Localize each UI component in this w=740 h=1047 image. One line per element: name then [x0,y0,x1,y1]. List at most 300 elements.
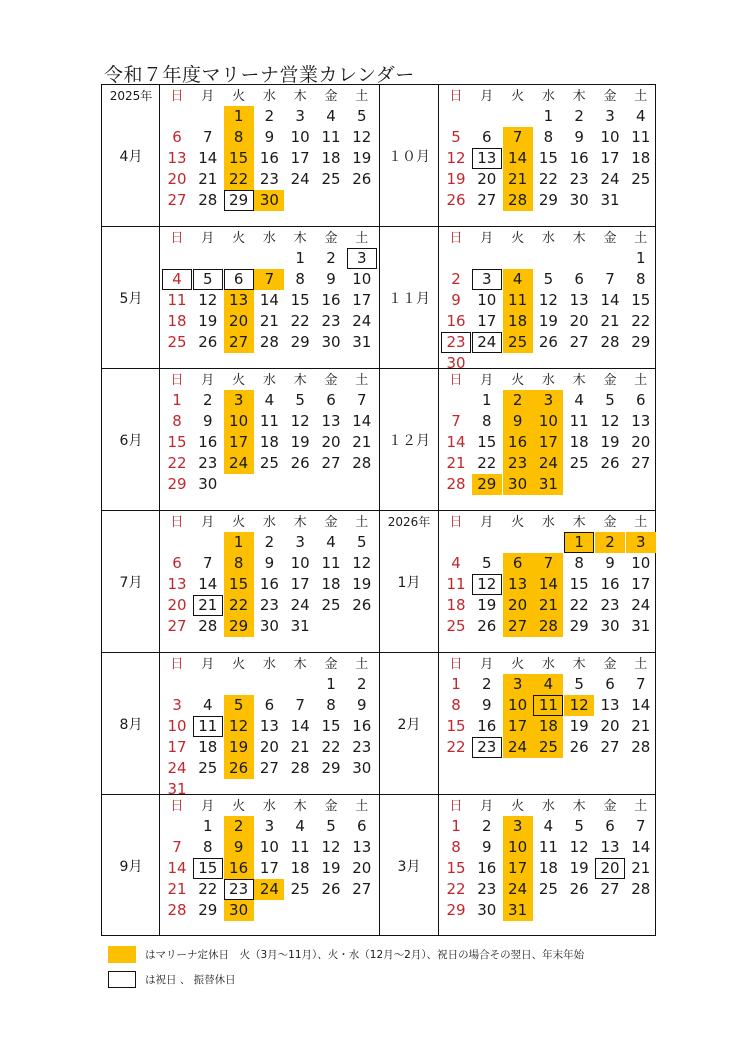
day-cell: 31 [290,617,310,635]
day-cell: 23 [352,738,372,756]
day-cell: 7 [605,270,615,288]
day-cell: 17 [600,149,620,167]
day-cell: 9 [482,696,492,714]
weekday-header: 土 [355,657,369,672]
day-cell: 8 [172,412,182,430]
day-cell: 20 [503,595,533,616]
day-cell: 14 [631,838,651,856]
day-cell: 26 [569,880,589,898]
day-cell: 3 [172,696,182,714]
day-cell: 19 [477,596,497,614]
day-cell: 1 [203,817,213,835]
day-cell: 18 [167,312,187,330]
day-cell: 27 [631,454,651,472]
day-cell: 25 [538,880,558,898]
day-cell: 6 [264,696,275,714]
day-cell: 22 [167,454,187,472]
weekday-header: 金 [324,515,338,530]
day-cell: 6 [482,128,492,146]
day-cell: 31 [600,191,620,209]
day-cell: 20 [631,433,651,451]
weekday-header: 木 [293,231,307,246]
day-cell: 12 [321,838,341,856]
day-cell: 6 [224,269,254,290]
day-cell: 15 [224,148,254,169]
day-cell: 27 [503,616,533,637]
weekday-header: 日 [449,373,463,388]
day-cell: 2 [595,532,625,553]
day-cell: 17 [290,149,310,167]
day-cell: 27 [167,191,187,209]
day-cell: 21 [290,738,310,756]
day-cell: 10 [503,695,533,716]
day-cell: 10 [533,411,563,432]
day-cell: 21 [503,169,533,190]
weekday-header: 金 [324,373,338,388]
day-cell: 20 [600,717,620,735]
day-cell: 16 [477,859,497,877]
day-cell: 5 [295,391,305,409]
day-cell: 29 [538,191,558,209]
day-cell: 8 [451,838,461,856]
day-cell: 25 [321,170,341,188]
weekday-header: 水 [262,231,276,246]
legend-holiday-text: は祝日 、 振替休日 [145,974,236,986]
weekday-header: 木 [572,89,586,104]
month-label: 5月 [119,291,143,307]
day-cell: 12 [472,574,502,595]
day-cell: 15 [167,433,187,451]
day-cell: 13 [259,717,279,735]
weekday-header: 火 [511,373,525,388]
day-cell: 9 [482,838,492,856]
day-cell: 3 [347,248,377,269]
day-cell: 14 [600,291,620,309]
day-cell: 19 [569,859,589,877]
day-cell: 8 [574,554,584,572]
day-cell: 21 [198,170,218,188]
day-cell: 13 [321,412,341,430]
day-cell: 27 [600,738,620,756]
day-cell: 10 [224,411,254,432]
day-cell: 12 [564,695,594,716]
day-cell: 21 [352,433,372,451]
day-cell: 12 [290,412,310,430]
closed-swatch [108,946,136,963]
day-cell: 14 [446,433,466,451]
day-cell: 20 [595,858,625,879]
weekday-header: 土 [355,515,369,530]
day-cell: 24 [352,312,372,330]
day-cell: 30 [259,617,279,635]
day-cell: 27 [352,880,372,898]
day-cell: 30 [321,333,341,351]
weekday-header: 月 [201,799,215,814]
day-cell: 20 [321,433,341,451]
day-cell: 16 [503,432,533,453]
weekday-header: 火 [232,373,246,388]
weekday-header: 月 [480,89,494,104]
day-cell: 7 [295,696,305,714]
day-cell: 23 [198,454,218,472]
day-cell: 21 [193,595,223,616]
day-cell: 28 [446,475,466,493]
day-cell: 29 [224,190,254,211]
day-cell: 11 [446,575,466,593]
day-cell: 29 [224,616,254,637]
day-cell: 10 [477,291,497,309]
day-cell: 25 [321,596,341,614]
day-cell: 7 [254,269,284,290]
day-cell: 28 [600,333,620,351]
day-cell: 9 [451,291,461,309]
day-cell: 6 [172,554,182,572]
day-cell: 2 [503,390,533,411]
day-cell: 5 [574,675,584,693]
day-cell: 26 [352,170,372,188]
day-cell: 6 [574,270,584,288]
day-cell: 13 [352,838,372,856]
month-label: 9月 [119,859,143,875]
weekday-header: 火 [232,231,246,246]
day-cell: 10 [631,554,651,572]
day-cell: 31 [352,333,372,351]
weekday-header: 金 [324,799,338,814]
day-cell: 22 [321,738,341,756]
day-cell: 1 [564,532,594,553]
day-cell: 15 [446,859,466,877]
day-cell: 14 [198,575,218,593]
day-cell: 24 [533,453,563,474]
day-cell: 25 [198,759,218,777]
day-cell: 5 [357,107,367,125]
month-label: １１月 [388,291,430,307]
day-cell: 30 [224,900,254,921]
day-cell: 24 [254,879,284,900]
weekday-header: 火 [511,89,525,104]
day-cell: 11 [290,838,310,856]
day-cell: 7 [533,553,563,574]
weekday-header: 木 [572,515,586,530]
day-cell: 12 [538,291,558,309]
day-cell: 3 [503,816,533,837]
day-cell: 3 [472,269,502,290]
day-cell: 23 [569,170,589,188]
day-cell: 22 [224,169,254,190]
weekday-header: 木 [572,231,586,246]
day-cell: 11 [321,554,341,572]
weekday-header: 水 [541,373,555,388]
day-cell: 4 [533,674,563,695]
day-cell: 4 [636,107,646,125]
day-cell: 31 [167,780,187,798]
day-cell: 29 [198,901,218,919]
day-cell: 11 [503,290,533,311]
divider-line [102,226,655,227]
day-cell: 17 [290,575,310,593]
day-cell: 20 [569,312,589,330]
day-cell: 26 [290,454,310,472]
day-cell: 16 [446,312,466,330]
weekday-header: 日 [449,89,463,104]
day-cell: 29 [290,333,310,351]
day-cell: 29 [472,474,502,495]
day-cell: 2 [264,107,275,125]
day-cell: 28 [290,759,310,777]
weekday-header: 火 [232,515,246,530]
weekday-header: 金 [603,89,617,104]
day-cell: 30 [254,190,284,211]
day-cell: 15 [321,717,341,735]
day-cell: 2 [357,675,367,693]
day-cell: 7 [357,391,367,409]
day-cell: 10 [600,128,620,146]
day-cell: 8 [203,838,213,856]
day-cell: 5 [574,817,584,835]
weekday-header: 日 [170,515,184,530]
day-cell: 12 [600,412,620,430]
weekday-header: 木 [293,373,307,388]
weekday-header: 月 [201,373,215,388]
day-cell: 22 [224,595,254,616]
weekday-header: 土 [634,89,648,104]
day-cell: 23 [477,880,497,898]
day-cell: 1 [543,107,554,125]
day-cell: 4 [326,533,336,551]
day-cell: 23 [600,596,620,614]
day-cell: 29 [321,759,341,777]
weekday-header: 金 [603,657,617,672]
day-cell: 10 [503,837,533,858]
day-cell: 4 [203,696,213,714]
day-cell: 4 [295,817,305,835]
day-cell: 10 [352,270,372,288]
day-cell: 4 [326,107,336,125]
day-cell: 13 [569,291,589,309]
day-cell: 16 [198,433,218,451]
day-cell: 26 [321,880,341,898]
day-cell: 27 [321,454,341,472]
day-cell: 9 [203,412,213,430]
day-cell: 21 [167,880,187,898]
day-cell: 1 [451,817,461,835]
weekday-header: 金 [603,799,617,814]
day-cell: 16 [259,149,279,167]
day-cell: 14 [503,148,533,169]
day-cell: 19 [600,433,620,451]
month-label: 8月 [119,717,143,733]
day-cell: 17 [533,432,563,453]
day-cell: 17 [631,575,651,593]
weekday-header: 月 [480,231,494,246]
day-cell: 7 [636,817,646,835]
weekday-header: 日 [170,89,184,104]
weekday-header: 金 [324,89,338,104]
day-cell: 11 [538,838,558,856]
weekday-header: 日 [449,657,463,672]
day-cell: 24 [290,596,310,614]
weekday-header: 水 [262,373,276,388]
day-cell: 25 [167,333,187,351]
day-cell: 11 [533,695,563,716]
day-cell: 26 [352,596,372,614]
day-cell: 8 [636,270,646,288]
day-cell: 13 [600,696,620,714]
day-cell: 28 [259,333,279,351]
day-cell: 29 [446,901,466,919]
day-cell: 21 [600,312,620,330]
day-cell: 17 [224,432,254,453]
day-cell: 16 [569,149,589,167]
weekday-header: 火 [511,799,525,814]
day-cell: 7 [451,412,461,430]
day-cell: 26 [224,758,254,779]
weekday-header: 木 [293,657,307,672]
day-cell: 26 [600,454,620,472]
day-cell: 15 [290,291,310,309]
day-cell: 21 [259,312,279,330]
day-cell: 14 [198,149,218,167]
day-cell: 28 [198,191,218,209]
weekday-header: 金 [603,231,617,246]
weekday-header: 月 [201,657,215,672]
weekday-header: 水 [541,799,555,814]
day-cell: 29 [631,333,651,351]
day-cell: 21 [631,717,651,735]
day-cell: 28 [533,616,563,637]
day-cell: 25 [503,332,533,353]
day-cell: 9 [574,128,584,146]
day-cell: 26 [538,333,558,351]
day-cell: 11 [193,716,223,737]
day-cell: 20 [167,596,187,614]
day-cell: 27 [477,191,497,209]
day-cell: 16 [477,717,497,735]
day-cell: 5 [193,269,223,290]
day-cell: 30 [503,474,533,495]
day-cell: 3 [224,390,254,411]
day-cell: 8 [451,696,461,714]
day-cell: 9 [605,554,615,572]
day-cell: 16 [600,575,620,593]
day-cell: 17 [352,291,372,309]
weekday-header: 火 [511,231,525,246]
day-cell: 27 [600,880,620,898]
day-cell: 20 [352,859,372,877]
day-cell: 28 [167,901,187,919]
day-cell: 6 [636,391,646,409]
day-cell: 4 [451,554,461,572]
divider-line [102,510,655,511]
day-cell: 28 [352,454,372,472]
day-cell: 5 [543,270,554,288]
weekday-header: 月 [480,657,494,672]
day-cell: 23 [472,737,502,758]
day-cell: 15 [193,858,223,879]
weekday-header: 土 [634,657,648,672]
weekday-header: 日 [170,231,184,246]
day-cell: 18 [533,716,563,737]
day-cell: 6 [357,817,367,835]
weekday-header: 土 [355,373,369,388]
day-cell: 14 [533,574,563,595]
day-cell: 12 [198,291,218,309]
day-cell: 1 [636,249,646,267]
day-cell: 30 [477,901,497,919]
day-cell: 7 [503,127,533,148]
day-cell: 15 [477,433,497,451]
weekday-header: 木 [572,799,586,814]
weekday-header: 月 [201,515,215,530]
day-cell: 9 [357,696,367,714]
day-cell: 4 [264,391,275,409]
day-cell: 23 [441,332,471,353]
day-cell: 9 [326,270,336,288]
day-cell: 4 [543,817,554,835]
day-cell: 22 [446,880,466,898]
day-cell: 10 [259,838,279,856]
day-cell: 18 [321,575,341,593]
day-cell: 29 [167,475,187,493]
calendar-table [101,84,656,936]
day-cell: 1 [172,391,182,409]
day-cell: 25 [569,454,589,472]
weekday-header: 月 [201,89,215,104]
day-cell: 12 [569,838,589,856]
day-cell: 2 [264,533,275,551]
day-cell: 23 [224,879,254,900]
day-cell: 18 [446,596,466,614]
day-cell: 13 [631,412,651,430]
day-cell: 20 [477,170,497,188]
weekday-header: 木 [572,657,586,672]
weekday-header: 火 [511,515,525,530]
day-cell: 18 [631,149,651,167]
day-cell: 25 [259,454,279,472]
day-cell: 2 [203,391,213,409]
day-cell: 19 [290,433,310,451]
day-cell: 24 [631,596,651,614]
day-cell: 13 [224,290,254,311]
day-cell: 1 [482,391,492,409]
weekday-header: 水 [541,515,555,530]
weekday-header: 木 [293,799,307,814]
day-cell: 17 [503,858,533,879]
day-cell: 3 [295,533,305,551]
day-cell: 3 [503,674,533,695]
day-cell: 22 [198,880,218,898]
day-cell: 4 [574,391,584,409]
day-cell: 31 [503,900,533,921]
day-cell: 21 [446,454,466,472]
day-cell: 7 [203,128,213,146]
day-cell: 25 [533,737,563,758]
weekday-header: 木 [293,89,307,104]
day-cell: 26 [569,738,589,756]
day-cell: 9 [264,554,275,572]
weekday-header: 水 [262,799,276,814]
day-cell: 19 [352,149,372,167]
day-cell: 14 [290,717,310,735]
day-cell: 14 [167,859,187,877]
weekday-header: 火 [232,89,246,104]
weekday-header: 月 [480,515,494,530]
day-cell: 13 [167,575,187,593]
day-cell: 10 [167,717,187,735]
day-cell: 5 [224,695,254,716]
day-cell: 3 [626,532,656,553]
weekday-header: 日 [449,515,463,530]
